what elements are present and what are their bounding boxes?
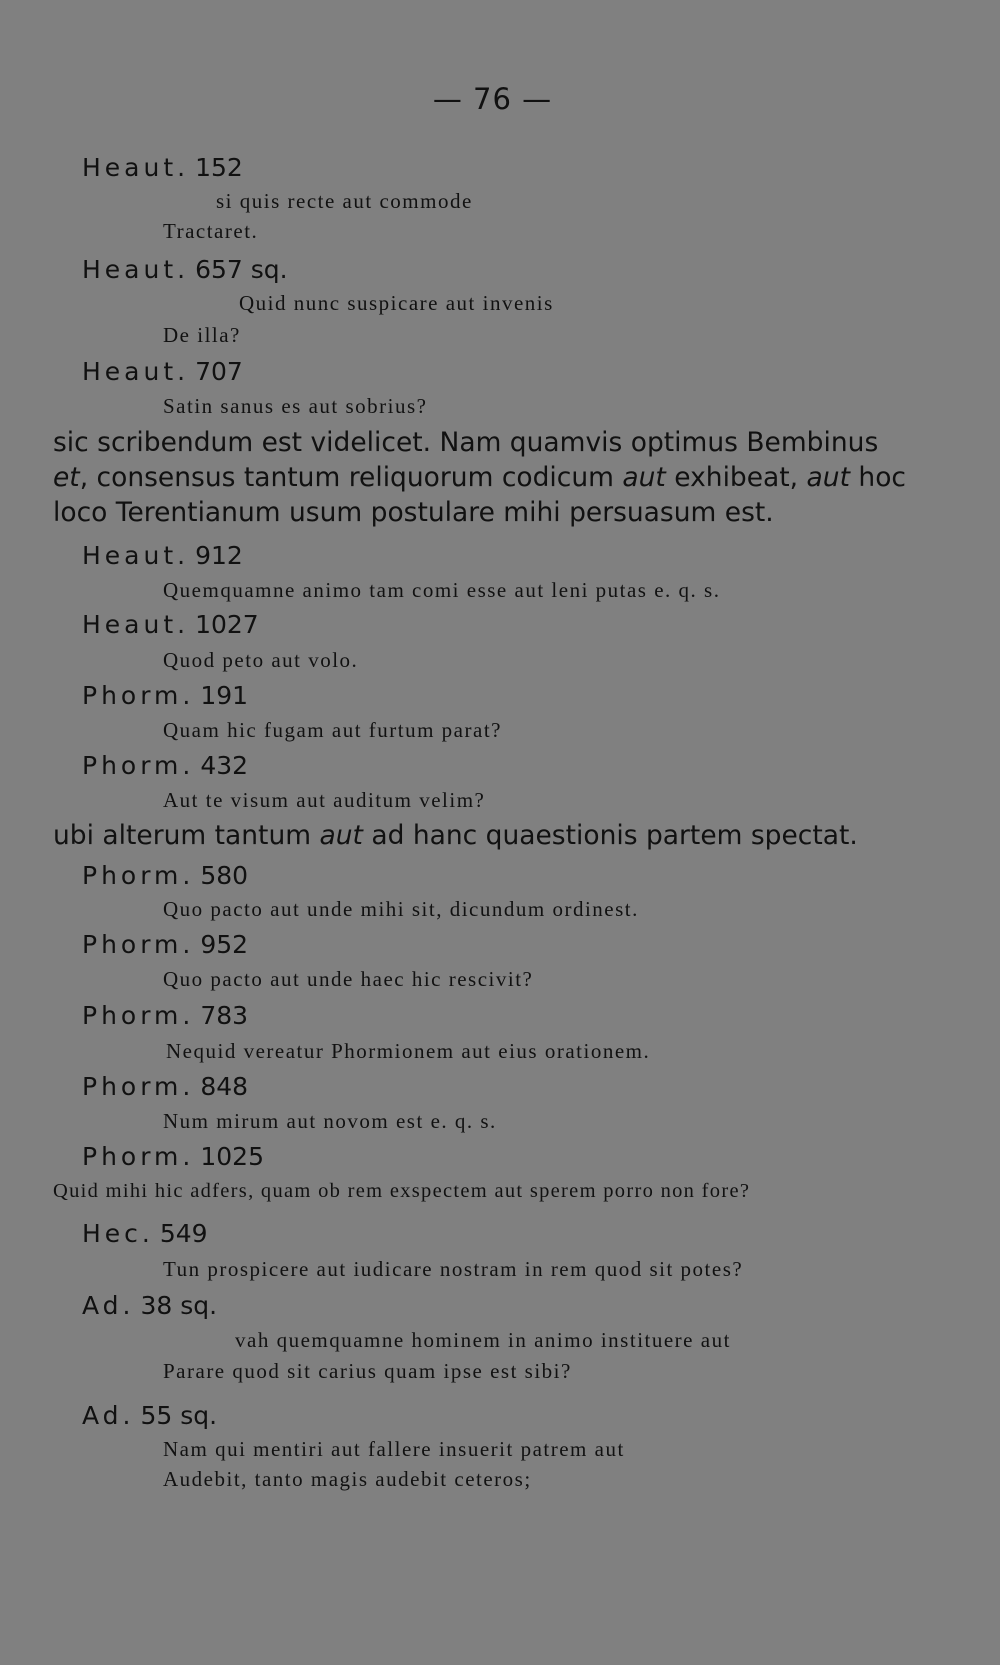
citation-abbr: Phorm.	[82, 1072, 195, 1101]
quote-line: Nequid vereatur Phormionem aut eius orationem.	[166, 1039, 651, 1063]
citation-heading	[82, 1290, 217, 1321]
citation-heading	[82, 1400, 217, 1431]
citation-number: 912	[195, 541, 243, 570]
citation-heading	[82, 680, 248, 711]
quote-line: si quis recte aut commode	[216, 189, 473, 213]
quote-line: De illa?	[163, 323, 241, 347]
prose-segment: , consensus tantum reliquorum codicum	[79, 462, 623, 493]
citation-number: 1025	[200, 1142, 264, 1171]
quote-line: Quo pacto aut unde haec hic rescivit?	[163, 967, 534, 991]
citation-heading	[82, 1141, 264, 1172]
quote-line: Parare quod sit carius quam ipse est sibi?	[163, 1359, 572, 1383]
prose-line	[53, 818, 913, 853]
quote-line: Nam qui mentiri aut fallere insuerit patrem aut	[163, 1437, 625, 1461]
prose-segment: ubi alterum tantum	[53, 820, 320, 851]
prose-paragraph	[53, 425, 913, 530]
quote-line: Quid mihi hic adfers, quam ob rem exspectem aut sperem porro non fore?	[53, 1180, 751, 1202]
citation-heading	[82, 1000, 248, 1031]
citation-heading	[82, 540, 243, 571]
prose-paragraph	[53, 818, 913, 853]
citation-abbr: Heaut.	[82, 153, 190, 182]
prose-line: sic scribendum est videlicet. Nam quamvis optimus Bembinus	[53, 427, 879, 458]
prose-line	[53, 460, 913, 495]
citation-heading	[82, 1071, 248, 1102]
citation-heading	[82, 929, 248, 960]
page-number: — 76 —	[432, 82, 553, 116]
citation-number: 549	[159, 1219, 208, 1248]
prose-segment: exhibeat,	[665, 462, 807, 493]
citation-number: 580	[200, 861, 249, 890]
citation-heading	[82, 860, 248, 891]
quote-line: Audebit, tanto magis audebit ceteros;	[163, 1467, 532, 1491]
citation-heading	[82, 750, 248, 781]
quote-line: vah quemquamne hominem in animo instituere aut	[235, 1328, 731, 1352]
quote-line: Quemquamne animo tam comi esse aut leni putas e. q. s.	[163, 578, 721, 602]
citation-heading	[82, 152, 243, 183]
citation-number: 432	[200, 751, 249, 780]
quote-line: Aut te visum aut auditum velim?	[163, 788, 486, 812]
citation-abbr: Ad.	[82, 1401, 135, 1430]
italic-word: aut	[622, 462, 666, 493]
citation-abbr: Heaut.	[82, 255, 190, 284]
prose-line: loco Terentianum usum postulare mihi persuasum est.	[53, 497, 774, 528]
citation-abbr: Heaut.	[82, 541, 190, 570]
citation-number: 707	[195, 357, 243, 386]
citation-abbr: Phorm.	[82, 681, 195, 710]
quote-line: Tractaret.	[163, 219, 259, 243]
prose-segment: ad hanc quaestionis partem spectat.	[362, 820, 858, 851]
quote-line: Tun prospicere aut iudicare nostram in rem quod sit potes?	[163, 1257, 744, 1281]
citation-heading	[82, 356, 243, 387]
italic-word: aut	[319, 820, 363, 851]
citation-abbr: Phorm.	[82, 1142, 195, 1171]
quote-line: Quod peto aut volo.	[163, 648, 359, 672]
citation-number: 38 sq.	[140, 1291, 218, 1320]
citation-number: 783	[200, 1001, 249, 1030]
citation-number: 848	[200, 1072, 249, 1101]
citation-abbr: Phorm.	[82, 751, 195, 780]
citation-number: 1027	[195, 610, 259, 639]
italic-word: aut	[806, 462, 850, 493]
citation-abbr: Ad.	[82, 1291, 135, 1320]
citation-heading	[82, 1218, 208, 1249]
citation-number: 657 sq.	[195, 255, 288, 284]
quote-line: Quam hic fugam aut furtum parat?	[163, 718, 502, 742]
quote-line: Num mirum aut novom est e. q. s.	[163, 1109, 497, 1133]
citation-abbr: Phorm.	[82, 930, 195, 959]
citation-heading	[82, 254, 288, 285]
citation-number: 152	[195, 153, 243, 182]
citation-abbr: Heaut.	[82, 610, 190, 639]
citation-number: 191	[200, 681, 249, 710]
citation-abbr: Phorm.	[82, 1001, 195, 1030]
italic-word: et	[53, 462, 80, 493]
citation-number: 952	[200, 930, 249, 959]
citation-heading	[82, 609, 259, 640]
quote-line: Satin sanus es aut sobrius?	[163, 394, 428, 418]
quote-line: Quo pacto aut unde mihi sit, dicundum ordinest.	[163, 897, 639, 921]
citation-abbr: Phorm.	[82, 861, 195, 890]
quote-line: Quid nunc suspicare aut invenis	[239, 291, 554, 315]
prose-segment: hoc	[849, 462, 906, 493]
citation-abbr: Hec.	[82, 1219, 154, 1248]
citation-abbr: Heaut.	[82, 357, 190, 386]
citation-number: 55 sq.	[140, 1401, 218, 1430]
